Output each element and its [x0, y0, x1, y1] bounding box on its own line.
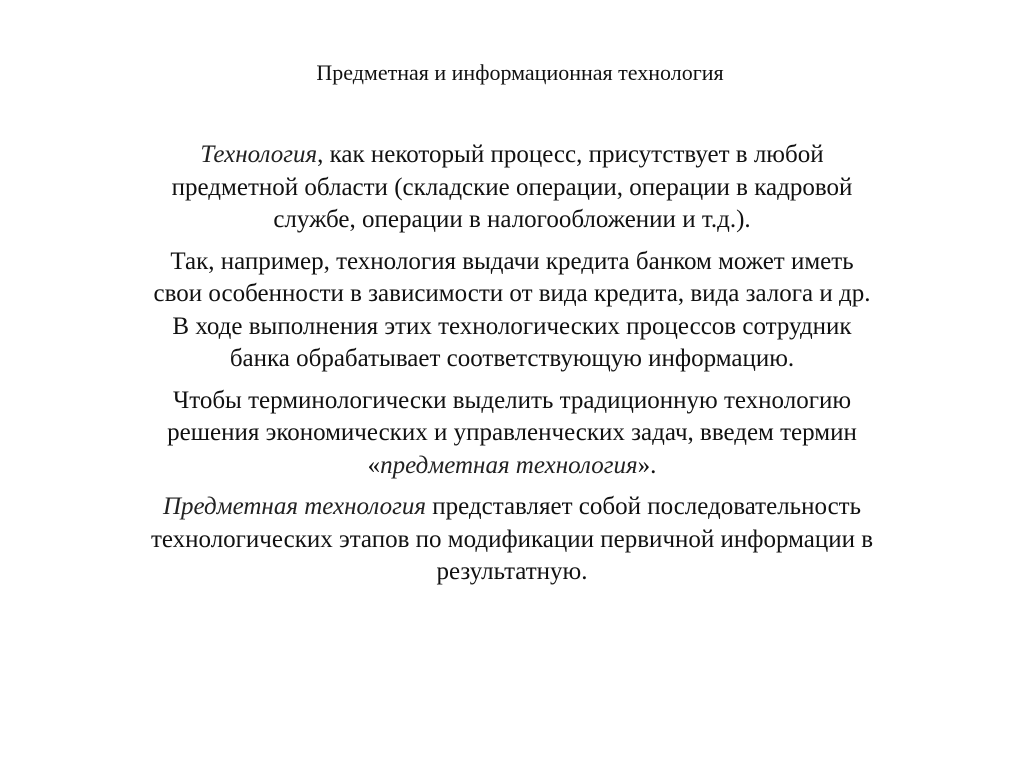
- text-line: свои особенности в зависимости от вида кредита, вида залога и др.: [153, 280, 871, 307]
- text-line: В ходе выполнения этих технологических процессов сотрудник: [172, 312, 852, 340]
- paragraph-bank-credit-example: [92, 246, 932, 376]
- italic-term: Предметная технология: [162, 493, 426, 520]
- text-line: [92, 491, 932, 524]
- text-line: банка обрабатывает соответствующую информацию.: [229, 345, 795, 372]
- text-line: [92, 450, 932, 483]
- quote-close: ».: [637, 451, 657, 479]
- paragraph-term-introduction: [92, 385, 932, 483]
- italic-term: Технология: [200, 141, 318, 168]
- slide-body: [92, 139, 932, 589]
- slide-title: Предметная и информационная технология: [316, 60, 724, 85]
- quote-open: «: [367, 451, 381, 479]
- paragraph-subject-technology-definition: [92, 491, 932, 589]
- text-fragment: представляет собой последовательность: [426, 493, 862, 520]
- text-line: службе, операции в налогообложении и т.д.).: [273, 206, 751, 233]
- italic-term: предметная технология: [380, 451, 638, 479]
- text-line: предметной области (складские операции, операции в кадровой: [171, 173, 853, 201]
- paragraph-technology-definition: [92, 139, 932, 237]
- text-line: решения экономических и управленческих задач, введем термин: [167, 419, 857, 446]
- text-line: [92, 139, 932, 172]
- text-line: результатную.: [436, 558, 588, 585]
- text-line: технологических этапов по модификации первичной информации в: [150, 525, 874, 553]
- text-line: Так, например, технология выдачи кредита банком может иметь: [170, 247, 854, 275]
- text-fragment: , как некоторый процесс, присутствует в любой: [317, 141, 824, 168]
- text-line: Чтобы терминологически выделить традиционную технологию: [172, 386, 851, 414]
